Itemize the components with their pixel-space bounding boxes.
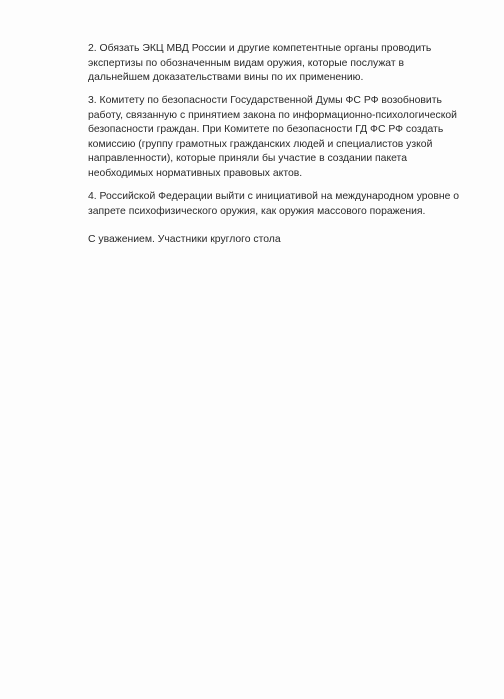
paragraph-item-4 [88,190,488,219]
paragraph-line: экспертизы по обозначенным видам оружия, которые послужат в [88,57,404,69]
paragraph-line: безопасности граждан. При Комитете по безопасности ГД ФС РФ создать [88,124,444,135]
closing-line: С уважением. Участники круглого стола [88,234,281,245]
paragraph-line: 2. Обязать ЭКЦ МВД России и другие компетентные органы проводить [88,43,432,54]
paragraph-item-3 [88,94,488,181]
paragraph-line: 3. Комитету по безопасности Государственной Думы ФС РФ возобновить [88,95,442,106]
paragraph-line: работу, связанную с принятием закона по информационно-психологической [88,109,457,121]
paragraph-line: дальнейшем доказательствами вины по их применению. [88,72,364,83]
closing-signature [88,233,488,248]
paragraph-item-2 [88,42,488,86]
paragraph-line: направленности), которые приняли бы участие в создании пакета [88,153,407,164]
paragraph-line: запрете психофизического оружия, как оружия массового поражения. [88,205,426,217]
paragraph-line: комиссию (группу грамотных гражданских людей и специалистов узкой [88,138,433,150]
paragraph-line: необходимых нормативных правовых актов. [88,167,303,179]
paragraph-line: 4. Российской Федерации выйти с инициативой на международном уровне о [88,191,460,202]
